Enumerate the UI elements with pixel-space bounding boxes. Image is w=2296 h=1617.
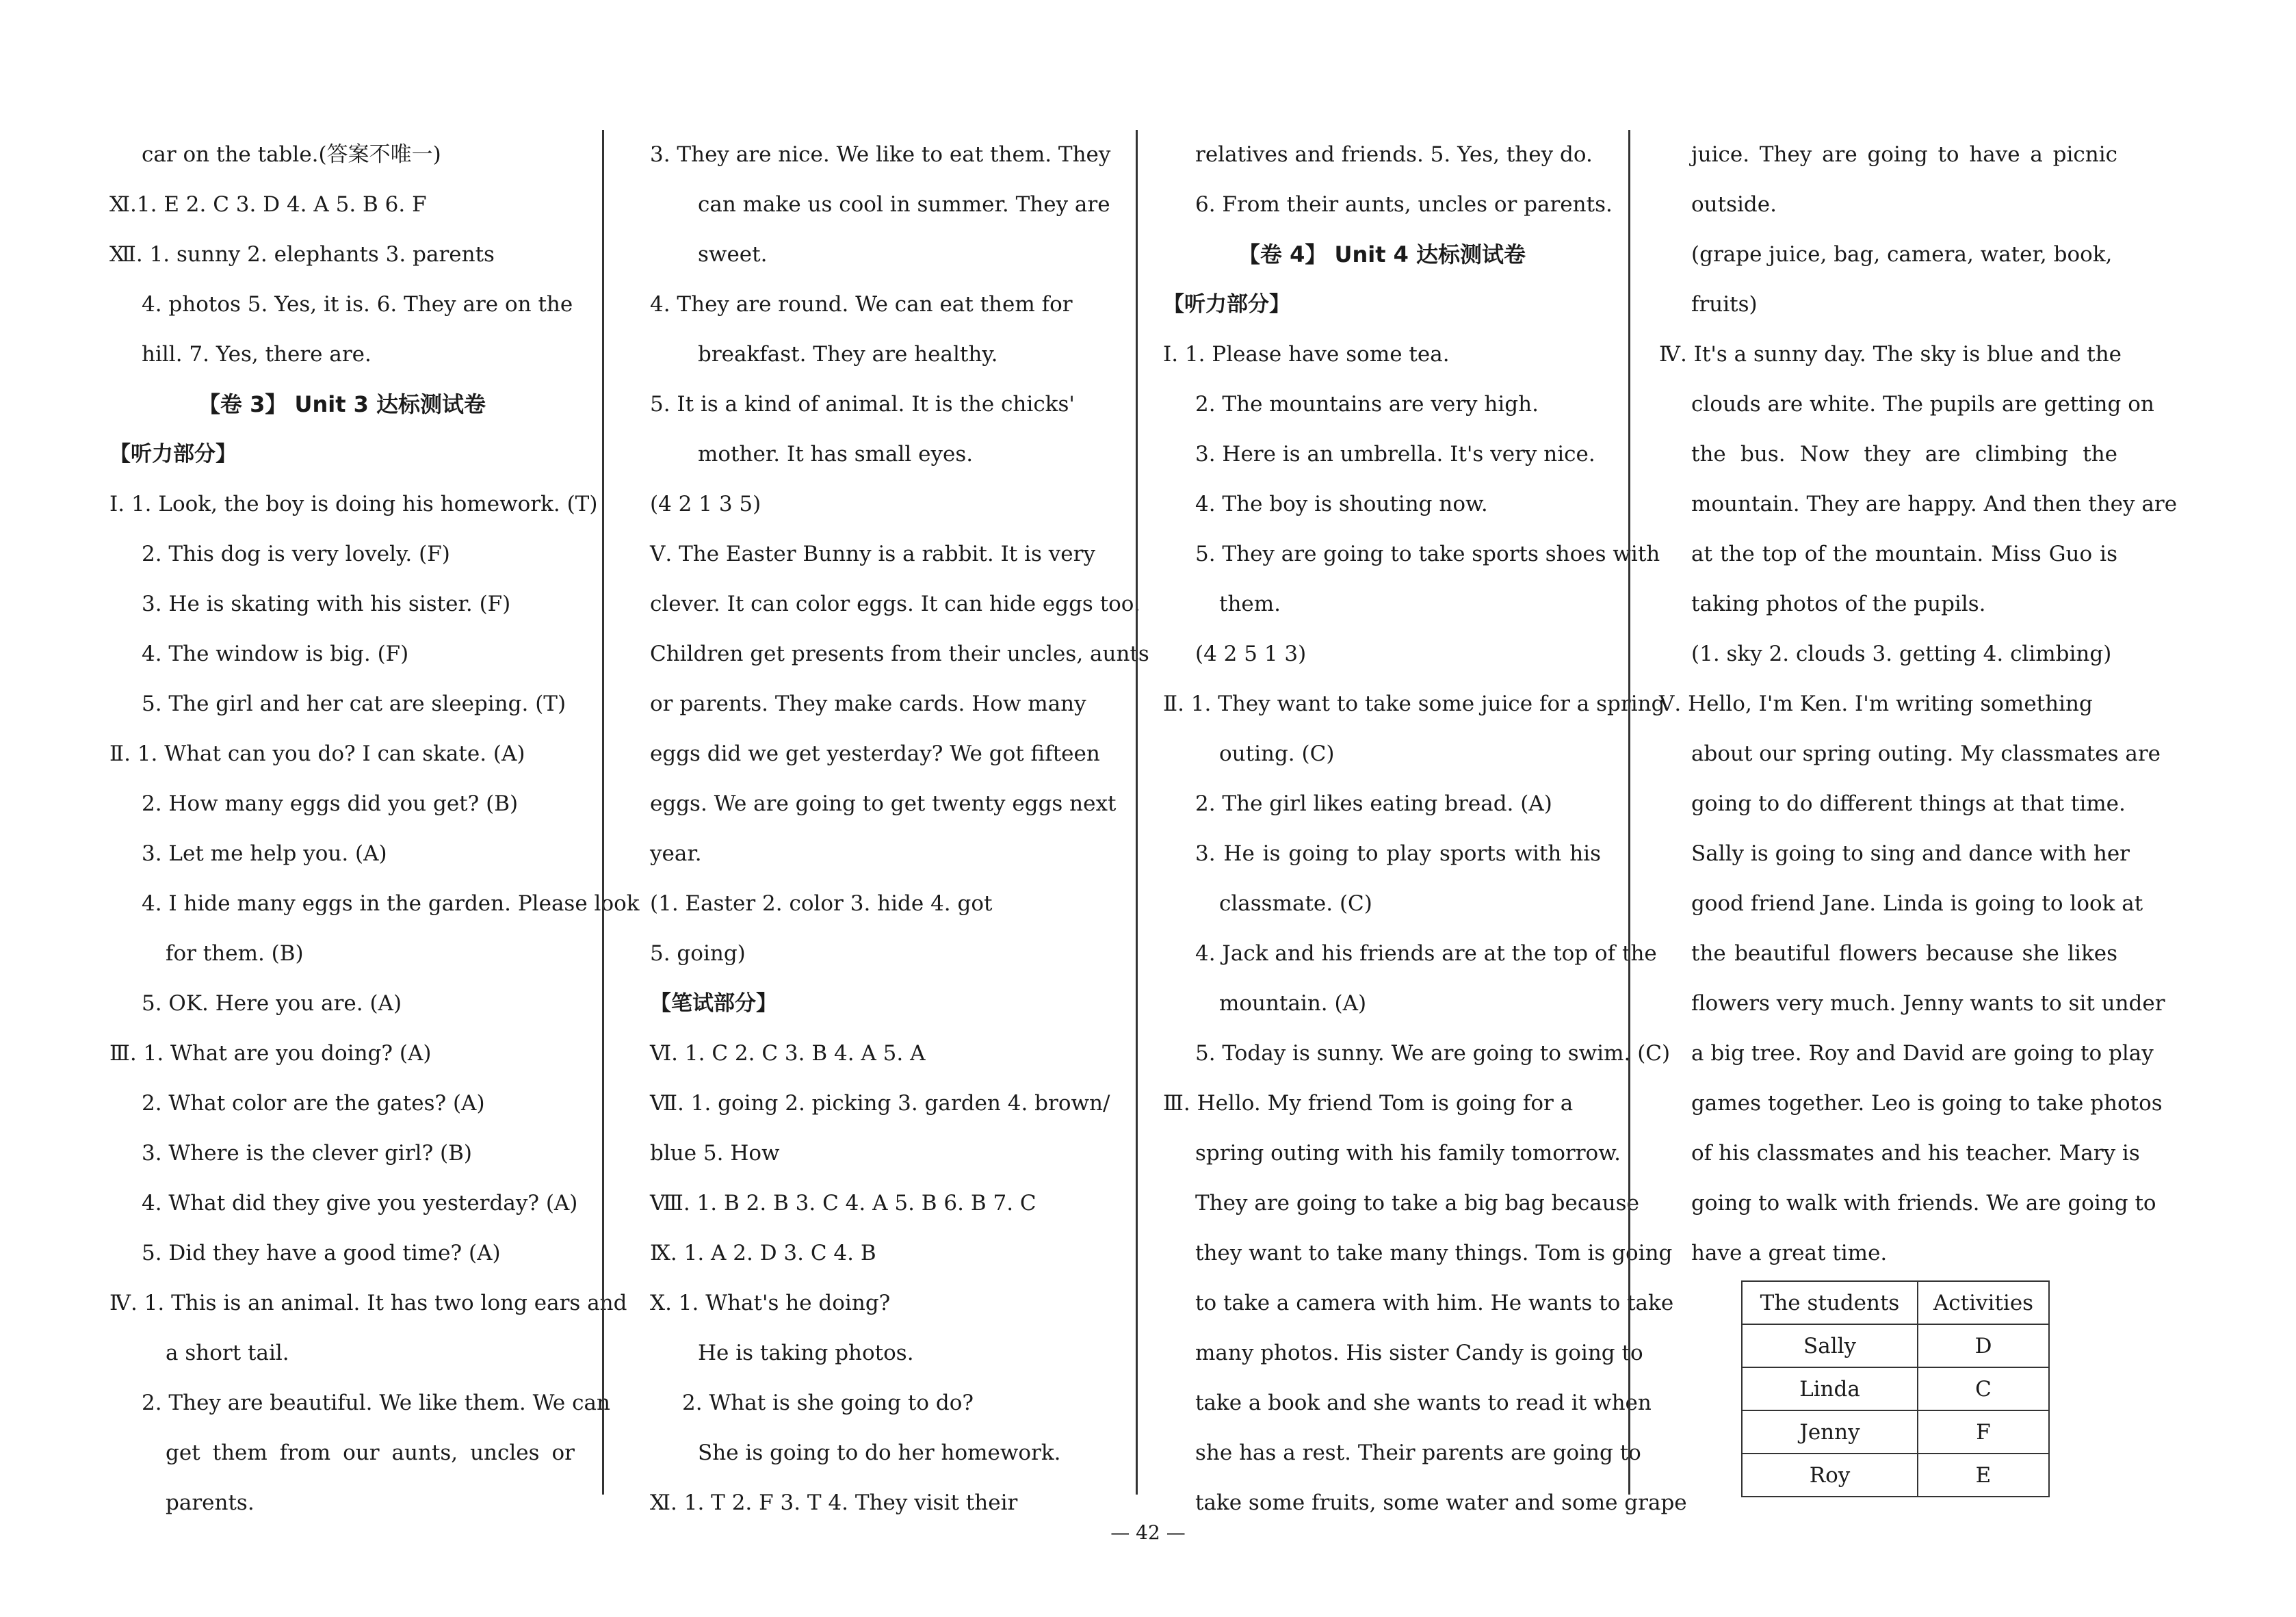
table-cell: Jenny: [1742, 1410, 1918, 1454]
text-line: car on the table.(答案不唯一): [142, 142, 441, 167]
text-line: outing. (C): [1219, 741, 1335, 766]
text-line: Ⅰ. 1. Please have some tea.: [1163, 342, 1450, 367]
table-header-cell: The students: [1742, 1281, 1918, 1324]
text-line: fruits): [1691, 292, 1758, 317]
text-line: the beautiful flowers because she likes: [1691, 941, 2117, 966]
text-line: 5. The girl and her cat are sleeping. (T): [142, 692, 566, 716]
table-row: [1742, 1410, 2049, 1454]
text-line: 4. I hide many eggs in the garden. Please look: [142, 891, 640, 916]
column-1: [109, 130, 640, 1528]
text-line: Ⅲ. 1. What are you doing? (A): [109, 1041, 432, 1066]
text-line: parents.: [166, 1490, 255, 1515]
text-line: They are going to take a big bag because: [1195, 1191, 1639, 1215]
text-line: 4. Jack and his friends are at the top of the: [1195, 941, 1657, 966]
text-line: mother. It has small eyes.: [698, 442, 974, 466]
text-line: mountain. They are happy. And then they are: [1691, 492, 2178, 516]
text-line: 2. What color are the gates? (A): [142, 1091, 485, 1116]
text-line: Ⅻ. 1. sunny 2. elephants 3. parents: [109, 242, 495, 267]
text-line: get them from our aunts, uncles or: [166, 1441, 575, 1465]
column-4: [1659, 130, 2178, 1278]
text-line: taking photos of the pupils.: [1691, 592, 1986, 616]
text-line: at the top of the mountain. Miss Guo is: [1691, 542, 2117, 566]
text-line: He is taking photos.: [698, 1341, 914, 1365]
text-line: 3. They are nice. We like to eat them. They: [650, 142, 1111, 167]
column-divider: [1136, 130, 1138, 1495]
text-line: Children get presents from their uncles, aunts: [650, 642, 1149, 666]
text-line: Ⅹ. 1. What's he doing?: [650, 1291, 891, 1315]
text-line: the bus. Now they are climbing the: [1691, 442, 2117, 466]
text-line: for them. (B): [166, 941, 304, 966]
text-line: 2. The mountains are very high.: [1195, 392, 1539, 417]
text-line: games together. Leo is going to take photos: [1691, 1091, 2163, 1116]
table-cell: Linda: [1742, 1367, 1918, 1410]
text-line: them.: [1219, 592, 1281, 616]
text-line: (4 2 5 1 3): [1195, 642, 1307, 666]
table-header-cell: Activities: [1918, 1281, 2049, 1324]
text-line: Sally is going to sing and dance with her: [1691, 841, 2130, 866]
text-line: blue 5. How: [650, 1141, 780, 1166]
text-line: 4. They are round. We can eat them for: [650, 292, 1073, 317]
text-line: spring outing with his family tomorrow.: [1195, 1141, 1621, 1166]
column-2: [650, 130, 1149, 1528]
text-line: 4. The boy is shouting now.: [1195, 492, 1488, 516]
text-line: 2. What is she going to do?: [682, 1391, 974, 1415]
text-line: good friend Jane. Linda is going to look at: [1691, 891, 2143, 916]
text-line: a big tree. Roy and David are going to play: [1691, 1041, 2154, 1066]
table-cell: C: [1918, 1367, 2049, 1410]
text-line: take some fruits, some water and some grape: [1195, 1490, 1687, 1515]
table-header-row: [1742, 1281, 2049, 1324]
table-cell: D: [1918, 1324, 2049, 1367]
text-line: 3. Here is an umbrella. It's very nice.: [1195, 442, 1595, 466]
section-title: 【卷 3】 Unit 3 达标测试卷: [198, 391, 486, 417]
text-line: many photos. His sister Candy is going to: [1195, 1341, 1643, 1365]
text-line: 4. photos 5. Yes, it is. 6. They are on the: [142, 292, 573, 317]
text-line: 2. This dog is very lovely. (F): [142, 542, 450, 566]
text-line: 4. The window is big. (F): [142, 642, 409, 666]
text-line: outside.: [1691, 192, 1777, 217]
text-line: (1. sky 2. clouds 3. getting 4. climbing): [1691, 642, 2112, 666]
text-line: eggs did we get yesterday? We got fifteen: [650, 741, 1100, 766]
section-heading: 【笔试部分】: [650, 991, 777, 1016]
students-activities-table: [1741, 1280, 2050, 1497]
text-line: have a great time.: [1691, 1241, 1888, 1265]
text-line: 5. Today is sunny. We are going to swim. (C): [1195, 1041, 1671, 1066]
table-cell: F: [1918, 1410, 2049, 1454]
text-line: clever. It can color eggs. It can hide eggs too.: [650, 592, 1140, 616]
text-line: Ⅴ. The Easter Bunny is a rabbit. It is very: [650, 542, 1095, 566]
text-line: 2. How many eggs did you get? (B): [142, 791, 519, 816]
column-3: [1163, 130, 1687, 1528]
text-line: 5. OK. Here you are. (A): [142, 991, 402, 1016]
text-line: 4. What did they give you yesterday? (A): [142, 1191, 578, 1215]
text-line: Ⅶ. 1. going 2. picking 3. garden 4. brown/: [650, 1091, 1110, 1116]
table-cell: Sally: [1742, 1324, 1918, 1367]
text-line: 5. It is a kind of animal. It is the chicks': [650, 392, 1075, 417]
text-line: Ⅷ. 1. B 2. B 3. C 4. A 5. B 6. B 7. C: [650, 1191, 1036, 1215]
text-line: Ⅵ. 1. C 2. C 3. B 4. A 5. A: [650, 1041, 926, 1066]
text-line: (grape juice, bag, camera, water, book,: [1691, 242, 2113, 267]
text-line: 2. They are beautiful. We like them. We can: [142, 1391, 610, 1415]
text-line: or parents. They make cards. How many: [650, 692, 1086, 716]
text-line: mountain. (A): [1219, 991, 1367, 1016]
text-line: eggs. We are going to get twenty eggs next: [650, 791, 1117, 816]
text-line: Ⅸ. 1. A 2. D 3. C 4. B: [650, 1241, 876, 1265]
text-line: Ⅲ. Hello. My friend Tom is going for a: [1163, 1091, 1574, 1116]
text-line: year.: [650, 841, 702, 866]
table-row: [1742, 1324, 2049, 1367]
text-line: (1. Easter 2. color 3. hide 4. got: [650, 891, 993, 916]
table-cell: Roy: [1742, 1454, 1918, 1497]
text-line: 3. Where is the clever girl? (B): [142, 1141, 473, 1166]
column-divider: [602, 130, 604, 1495]
text-line: Ⅳ. It's a sunny day. The sky is blue and the: [1659, 342, 2122, 367]
text-line: they want to take many things. Tom is going: [1195, 1241, 1673, 1265]
text-line: 6. From their aunts, uncles or parents.: [1195, 192, 1613, 217]
text-line: take a book and she wants to read it when: [1195, 1391, 1652, 1415]
text-line: classmate. (C): [1219, 891, 1372, 916]
text-line: juice. They are going to have a picnic: [1691, 142, 2117, 167]
text-line: flowers very much. Jenny wants to sit under: [1691, 991, 2165, 1016]
text-line: Ⅴ. Hello, I'm Ken. I'm writing something: [1659, 692, 2093, 716]
text-line: 5. Did they have a good time? (A): [142, 1241, 501, 1265]
text-line: can make us cool in summer. They are: [698, 192, 1110, 217]
text-line: 2. The girl likes eating bread. (A): [1195, 791, 1552, 816]
text-line: Ⅳ. 1. This is an animal. It has two long ears and: [109, 1291, 627, 1315]
text-line: going to do different things at that time.: [1691, 791, 2126, 816]
text-line: going to walk with friends. We are going to: [1691, 1191, 2156, 1215]
text-line: about our spring outing. My classmates are: [1691, 741, 2161, 766]
text-line: relatives and friends. 5. Yes, they do.: [1195, 142, 1593, 167]
text-line: Ⅱ. 1. They want to take some juice for a spring: [1163, 692, 1665, 716]
text-line: She is going to do her homework.: [698, 1441, 1061, 1465]
text-line: 3. He is going to play sports with his: [1195, 841, 1601, 866]
text-line: clouds are white. The pupils are getting on: [1691, 392, 2154, 417]
text-line: 3. He is skating with his sister. (F): [142, 592, 511, 616]
text-line: Ⅰ. 1. Look, the boy is doing his homework. (T): [109, 492, 598, 516]
text-line: breakfast. They are healthy.: [698, 342, 998, 367]
section-heading: 【听力部分】: [109, 442, 237, 466]
text-line: 5. going): [650, 941, 746, 966]
text-line: she has a rest. Their parents are going to: [1195, 1441, 1641, 1465]
table-cell: E: [1918, 1454, 2049, 1497]
column-divider: [1628, 130, 1630, 1495]
text-line: Ⅺ. 1. T 2. F 3. T 4. They visit their: [650, 1490, 1018, 1515]
section-title: 【卷 4】 Unit 4 达标测试卷: [1238, 241, 1526, 267]
text-line: a short tail.: [166, 1341, 289, 1365]
table-row: [1742, 1367, 2049, 1410]
text-line: 5. They are going to take sports shoes with: [1195, 542, 1660, 566]
text-line: of his classmates and his teacher. Mary is: [1691, 1141, 2140, 1166]
text-line: hill. 7. Yes, there are.: [142, 342, 371, 367]
table-row: [1742, 1454, 2049, 1497]
page-number: — 42 —: [1110, 1521, 1186, 1544]
text-line: (4 2 1 3 5): [650, 492, 761, 516]
text-line: sweet.: [698, 242, 768, 267]
text-line: to take a camera with him. He wants to take: [1195, 1291, 1674, 1315]
text-line: Ⅺ.1. E 2. C 3. D 4. A 5. B 6. F: [109, 192, 427, 217]
section-heading: 【听力部分】: [1163, 292, 1290, 317]
text-line: 3. Let me help you. (A): [142, 841, 387, 866]
text-line: Ⅱ. 1. What can you do? I can skate. (A): [109, 741, 525, 766]
